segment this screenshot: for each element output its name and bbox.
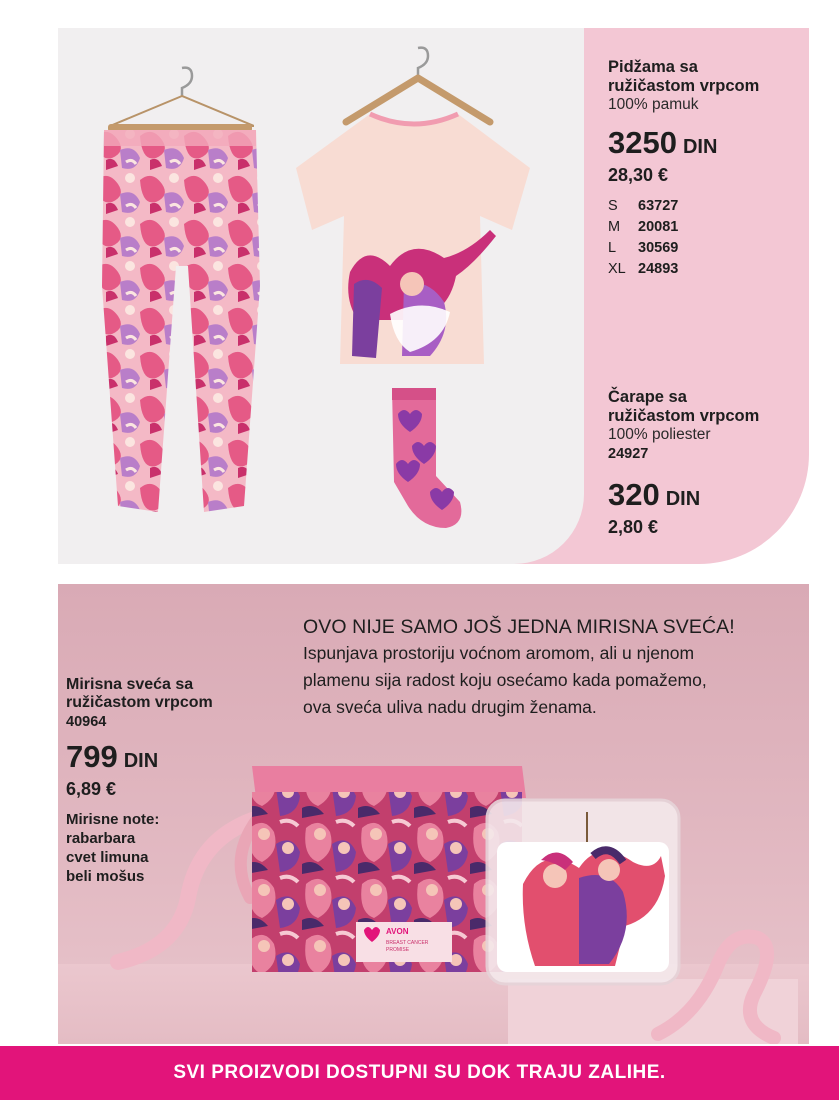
size-label: M [608, 219, 621, 235]
price-value: 3250 [608, 125, 677, 160]
currency-label: DIN [123, 750, 159, 772]
socks-code: 24927 [608, 446, 649, 462]
size-code: 30569 [638, 240, 679, 256]
pajamas-title-line2: ružičastom vrpcom [608, 77, 760, 95]
candle-description [303, 614, 803, 721]
scent-note: rabarbara [66, 830, 136, 847]
socks-material: 100% poliester [608, 426, 711, 443]
size-label: XL [608, 261, 626, 277]
scent-notes-title: Mirisne note: [66, 811, 160, 828]
size-row [608, 259, 798, 280]
socks-title-line1: Čarape sa [608, 388, 687, 406]
footer-banner [0, 1046, 839, 1100]
socks-price-din [608, 478, 798, 516]
pajamas-sizes [608, 196, 798, 280]
ribbon-image [108, 812, 268, 982]
footer-text: SVI PROIZVODI DOSTUPNI SU DOK TRAJU ZALIHE. [173, 1062, 666, 1083]
socks-title-line2: ružičastom vrpcom [608, 407, 760, 425]
candle-title-line2: ružičastom vrpcom [66, 694, 213, 711]
size-label: L [608, 240, 617, 256]
pajamas-section [58, 28, 809, 564]
socks-price-eur: 2,80 € [608, 517, 659, 537]
candle-heading: OVO NIJE SAMO JOŠ JEDNA MIRISNA SVEĆA! [303, 616, 735, 638]
price-value: 320 [608, 477, 660, 512]
pajama-tshirt-image [294, 108, 534, 370]
pajamas-title-line1: Pidžama sa [608, 58, 698, 76]
size-code: 63727 [638, 198, 679, 214]
pajamas-price-eur: 28,30 € [608, 165, 669, 185]
size-label: S [608, 198, 618, 214]
size-row [608, 196, 798, 217]
size-code: 20081 [638, 219, 679, 235]
size-code: 24893 [638, 261, 679, 277]
pajamas-info [608, 58, 798, 280]
pajamas-price-din [608, 126, 798, 164]
sock-image [386, 384, 466, 532]
candle-price-din [66, 740, 246, 778]
candle-price-eur: 6,89 € [66, 779, 117, 799]
scent-note: beli mošus [66, 868, 145, 885]
candle-body-line: ova sveća uliva nadu drugim ženama. [303, 697, 597, 717]
pajama-pants-image [96, 126, 266, 518]
box-line: BREAST CANCER [386, 940, 429, 946]
candle-body-line: plamenu sija radost koju osećamo kada pomažemo, [303, 670, 707, 690]
scent-note: cvet limuna [66, 849, 149, 866]
currency-label: DIN [665, 488, 701, 510]
socks-info [608, 388, 798, 538]
ribbon-image [648, 924, 798, 1044]
currency-label: DIN [682, 136, 718, 158]
pajamas-material: 100% pamuk [608, 96, 699, 113]
pajamas-photo [58, 28, 584, 564]
candle-title-line1: Mirisna sveća sa [66, 676, 194, 693]
price-value: 799 [66, 739, 118, 774]
box-brand: AVON [386, 927, 409, 936]
box-line: PROMISE [386, 947, 410, 953]
candle-code: 40964 [66, 714, 107, 730]
size-row [608, 217, 798, 238]
candle-section [58, 584, 809, 1044]
candle-body-line: Ispunjava prostoriju voćnom aromom, ali u njenom [303, 643, 695, 663]
size-row [608, 238, 798, 259]
